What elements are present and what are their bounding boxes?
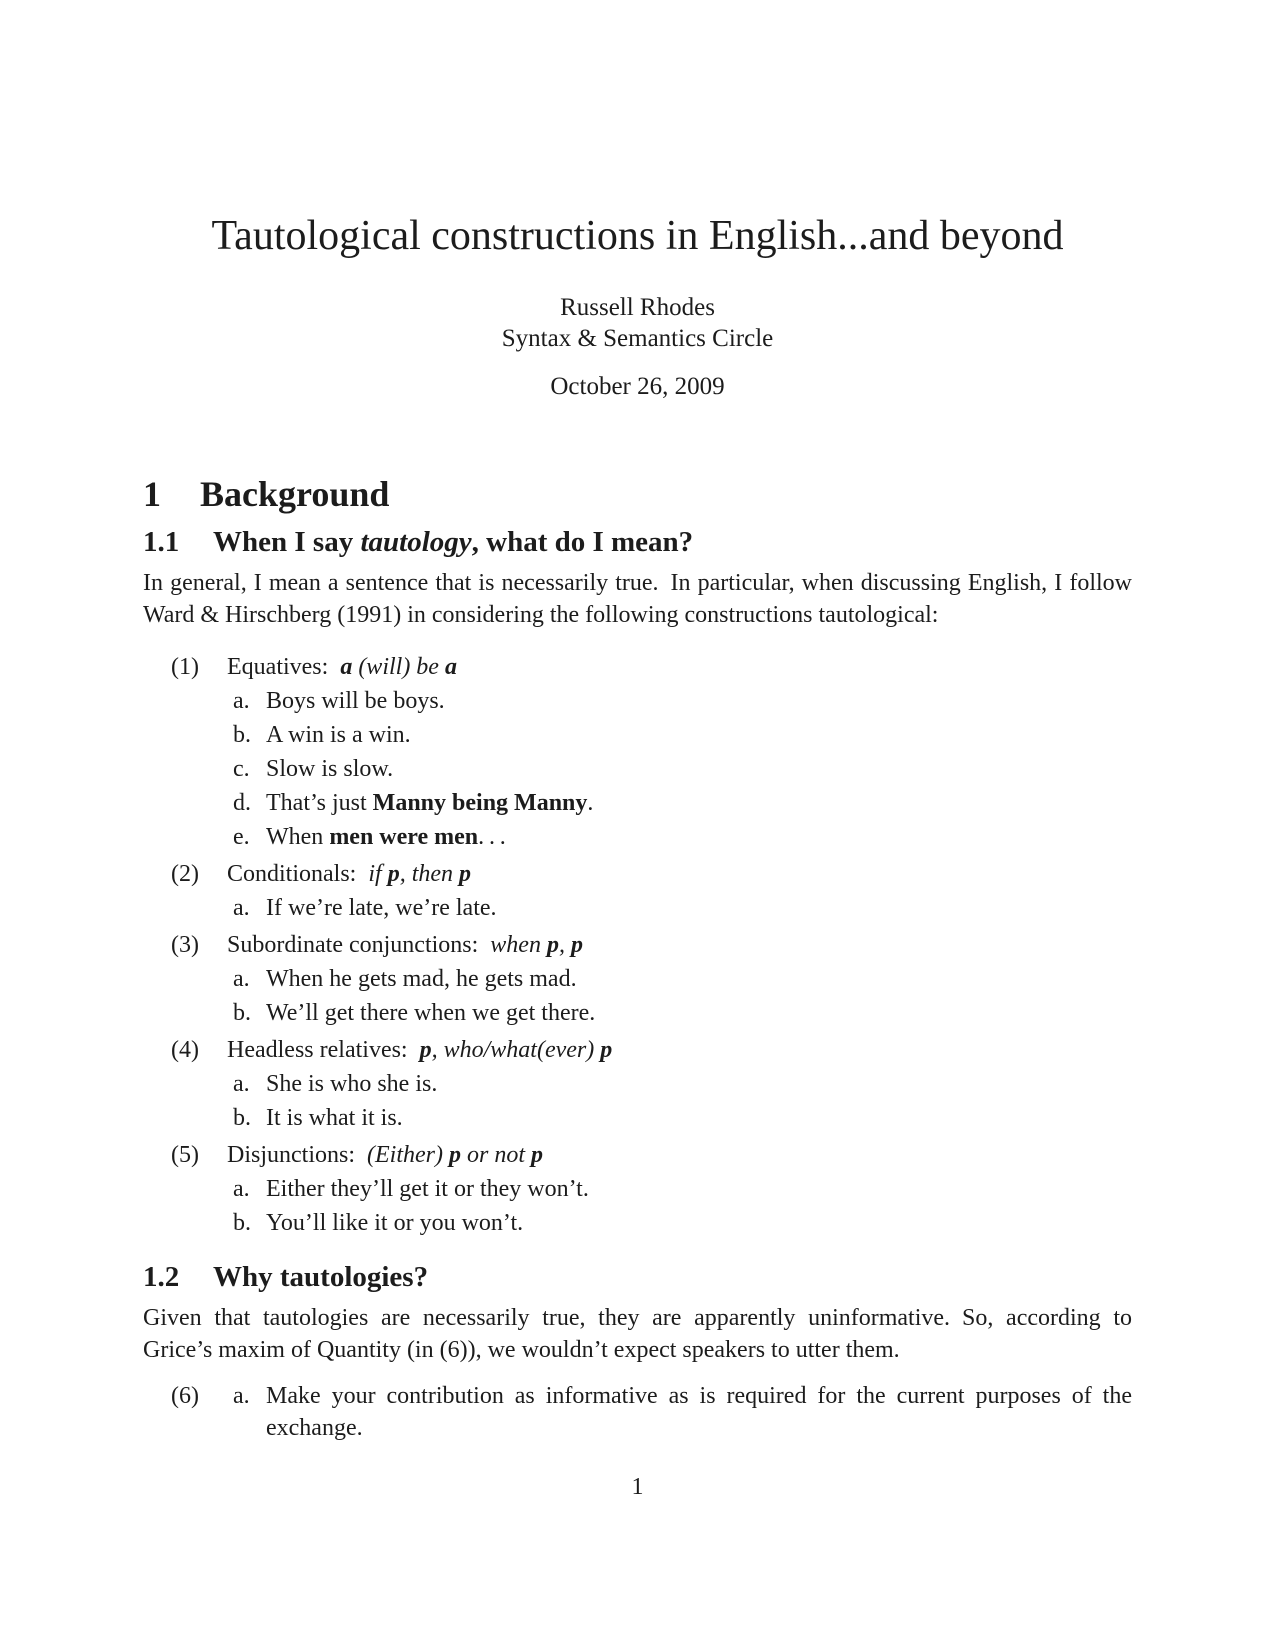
item-number: (3) <box>171 932 199 958</box>
item-number: (4) <box>171 1037 199 1063</box>
item-number: (5) <box>171 1142 199 1168</box>
example-item-3 <box>143 928 1132 1030</box>
paper-title: Tautological constructions in English...and beyond <box>211 213 1064 259</box>
item-number: (1) <box>171 654 199 680</box>
example-4b <box>143 1101 1132 1135</box>
subsection-title: When I say tautology, what do I mean? <box>213 526 694 558</box>
section-number: 1 <box>143 474 161 514</box>
sub-item-text: You’ll like it or you won’t. <box>266 1210 524 1236</box>
sub-item-label: b. <box>233 1210 251 1236</box>
example-header-row <box>143 650 1132 684</box>
subsection-1-1-heading <box>143 525 1132 559</box>
paragraph-1-2: Given that tautologies are necessarily true, they are apparently uninformative. So, according to Grice’s maxim of Quantity (in (6)), we wouldn’t expect speakers to utter them. <box>143 1305 1132 1363</box>
sub-item-label: c. <box>233 756 250 782</box>
example-1c <box>143 752 1132 786</box>
section-title: Background <box>200 474 390 514</box>
page-number: 1 <box>631 1474 644 1500</box>
example-1b <box>143 718 1132 752</box>
example-1e <box>143 820 1132 854</box>
sub-item-label: a. <box>233 1176 250 1202</box>
example-header-row <box>143 1033 1132 1067</box>
item-header: Disjunctions: (Either) p or not p <box>227 1142 544 1168</box>
example-5b <box>143 1206 1132 1240</box>
example-3a <box>143 962 1132 996</box>
example-4a <box>143 1067 1132 1101</box>
sub-item-text: Either they’ll get it or they won’t. <box>266 1176 589 1202</box>
affiliation: Syntax & Semantics Circle <box>501 325 774 352</box>
item-header: Equatives: a (will) be a <box>227 654 457 680</box>
sub-item-label: a. <box>233 688 250 714</box>
sub-item-text: If we’re late, we’re late. <box>266 895 497 921</box>
sub-item-text: That’s just Manny being Manny. <box>266 790 594 816</box>
sub-item-text: When men were men. . . <box>266 824 506 850</box>
subsection-number: 1.1 <box>143 526 180 558</box>
item-header: Subordinate conjunctions: when p, p <box>227 932 583 958</box>
example-header-row <box>143 1138 1132 1172</box>
section-1-heading <box>143 473 1132 515</box>
item-header: Headless relatives: p, who/what(ever) p <box>227 1037 613 1063</box>
sub-item-label: a. <box>233 895 250 921</box>
paragraph-1-1: In general, I mean a sentence that is necessarily true. In particular, when discussing English, I follow Ward & Hirschberg (1991) in considering the following constructions tautological: <box>143 570 1132 628</box>
sub-item-text: Make your contribution as informative as is required for the current purposes of the exchange. <box>266 1383 1132 1441</box>
subsection-title: Why tautologies? <box>213 1261 429 1293</box>
sub-item-text: When he gets mad, he gets mad. <box>266 966 577 992</box>
example-header-row <box>143 928 1132 962</box>
sub-item-label: b. <box>233 1105 251 1131</box>
item-number: (6) <box>171 1383 199 1409</box>
example-5a <box>143 1172 1132 1206</box>
subsection-1-2-heading <box>143 1260 1132 1294</box>
subsection-number: 1.2 <box>143 1261 180 1293</box>
example-3b <box>143 996 1132 1030</box>
text-column <box>143 0 1132 1444</box>
sub-item-label: a. <box>233 1071 250 1097</box>
sub-item-label: e. <box>233 824 250 850</box>
sub-item-text: She is who she is. <box>266 1071 438 1097</box>
sub-item-label: b. <box>233 1000 251 1026</box>
sub-item-label: d. <box>233 790 251 816</box>
sub-item-label: b. <box>233 722 251 748</box>
sub-item-text: A win is a win. <box>266 722 411 748</box>
sub-item-label: a. <box>233 966 250 992</box>
example-item-4 <box>143 1033 1132 1135</box>
title-block <box>143 0 1132 402</box>
date: October 26, 2009 <box>550 373 725 400</box>
example-1d <box>143 786 1132 820</box>
example-1a <box>143 684 1132 718</box>
sub-item-text: Slow is slow. <box>266 756 394 782</box>
item-header: Conditionals: if p, then p <box>227 861 472 887</box>
sub-item-text: It is what it is. <box>266 1105 403 1131</box>
example-item-2 <box>143 857 1132 925</box>
example-item-5 <box>143 1138 1132 1240</box>
example-2a <box>143 891 1132 925</box>
example-item-6 <box>143 1380 1132 1444</box>
example-header-row <box>143 857 1132 891</box>
sub-item-text: We’ll get there when we get there. <box>266 1000 596 1026</box>
sub-item-label: a. <box>233 1383 250 1409</box>
sub-item-text: Boys will be boys. <box>266 688 445 714</box>
item-number: (2) <box>171 861 199 887</box>
examples-list <box>143 650 1132 1240</box>
author-name: Russell Rhodes <box>560 294 715 321</box>
example-item-1 <box>143 650 1132 854</box>
